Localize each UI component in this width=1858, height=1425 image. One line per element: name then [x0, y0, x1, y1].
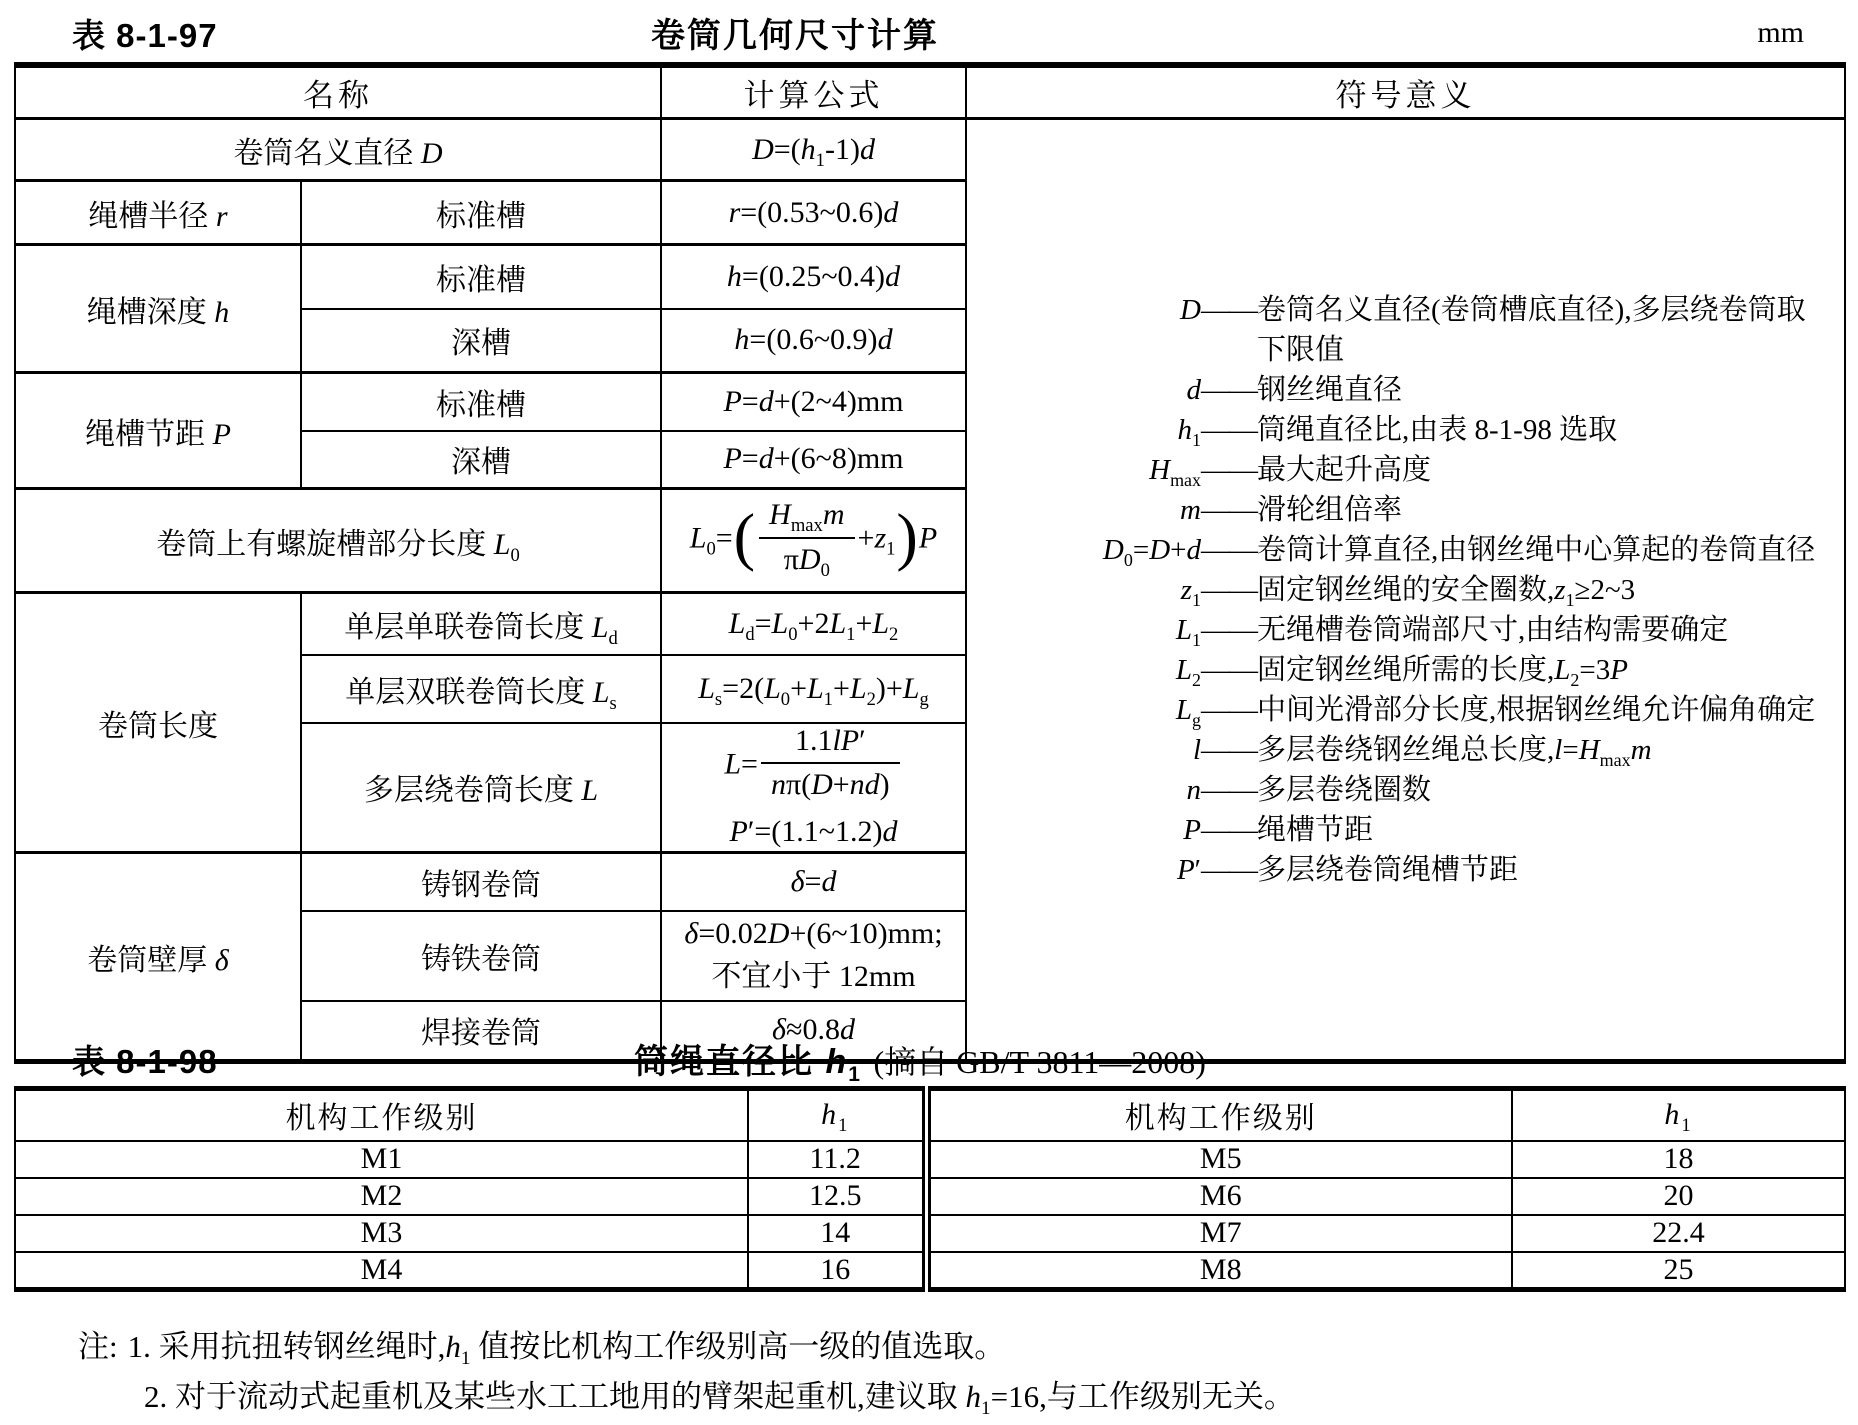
header-symbols: 符号意义	[966, 65, 1845, 119]
h1-ratio-table	[14, 1086, 1846, 1292]
formula-cell: δ=d	[661, 853, 966, 911]
table1-title: 卷筒几何尺寸计算	[651, 17, 939, 55]
duty-class-cell: M4	[15, 1252, 748, 1290]
symbol-entry: D —— 卷筒名义直径(卷筒槽底直径),多层绕卷筒取下限值	[1180, 293, 1806, 366]
duty-class-cell: M1	[15, 1141, 748, 1178]
symbol-entry: $L_1$ —— 无绳槽卷筒端部尺寸,由结构需要确定	[1175, 613, 1729, 650]
duty-class-cell: M5	[926, 1141, 1512, 1178]
footnote-1: 注: 1. 采用抗扭转钢丝绳时$,h_1$ 值按比机构工作级别高一级的值选取。	[78, 1329, 1006, 1370]
table-row	[15, 1178, 1845, 1215]
drum-type-cell: 铸钢卷筒	[301, 853, 661, 911]
name-cell: 卷筒名义直径 D	[15, 119, 661, 181]
header-duty-class-left: 机构工作级别	[15, 1089, 748, 1141]
formula-cell: $D=(h_1-1)d$	[661, 119, 966, 181]
duty-class-cell: M7	[926, 1215, 1512, 1252]
name-cell: 卷筒上有螺旋槽部分长度 $L_0$	[15, 489, 661, 593]
drum-geometry-table	[14, 62, 1846, 1064]
symbols-legend-cell	[966, 119, 1845, 1062]
groove-type-cell: 深槽	[301, 431, 661, 489]
duty-class-cell: M3	[15, 1215, 748, 1252]
symbol-entry: $H_{max}$ —— 最大起升高度	[1149, 453, 1432, 490]
drum-type-cell: 单层双联卷筒长度 $L_s$	[301, 655, 661, 723]
drum-type-cell: 单层单联卷筒长度 $L_d$	[301, 593, 661, 655]
symbol-entry: n —— 多层卷绕圈数	[1186, 773, 1432, 806]
drum-type-cell: 多层绕卷筒长度 L	[301, 723, 661, 853]
name-group-cell: 绳槽深度 h	[15, 245, 301, 373]
groove-type-cell: 标准槽	[301, 245, 661, 309]
name-group-cell: 卷筒壁厚 δ	[15, 853, 301, 1062]
formula-cell: r=(0.53~0.6)d	[661, 181, 966, 245]
table2-label: 表 8-1-98	[72, 1043, 218, 1080]
unit-label: mm	[1757, 16, 1804, 49]
formula-cell: $L_0=$( $\frac{H_{max}m}{\pi D_0}$ $+z_1)P$	[661, 489, 966, 593]
symbol-entry: $h_1$ —— 筒绳直径比,由表 8-1-98 选取	[1177, 413, 1618, 450]
formula-cell: L= $\frac{1.1lP'}{n\pi(D+nd)}$ P′=(1.1~1.2)d	[661, 723, 966, 853]
duty-class-cell: M2	[15, 1178, 748, 1215]
symbol-entry: l —— 多层卷绕钢丝绳总长度$,l=H_{max}m$	[1192, 733, 1652, 770]
symbol-entry: m —— 滑轮组倍率	[1180, 493, 1403, 526]
header-h1-right: $h_1$	[1512, 1089, 1845, 1141]
formula-cell: P=d+(2~4)mm	[661, 373, 966, 431]
header-name: 名称	[15, 65, 661, 119]
formula-cell: $L_d=L_0+2L_1+L_2$	[661, 593, 966, 655]
formula-cell: h=(0.6~0.9)d	[661, 309, 966, 373]
symbol-entry: $z_1$ —— 固定钢丝绳的安全圈数$,z_1\ge 2\sim 3$	[1180, 573, 1636, 610]
header-h1-left: $h_1$	[748, 1089, 926, 1141]
symbol-entry: $D_0=D+d$ —— 卷筒计算直径,由钢丝绳中心算起的卷筒直径	[1102, 533, 1816, 570]
formula-cell: δ=0.02D+(6~10)mm; 不宜小于 12mm	[661, 911, 966, 1001]
h1-value-cell: 22.4	[1512, 1215, 1845, 1252]
table1-label: 表 8-1-97	[72, 17, 218, 54]
symbol-entry: d —— 钢丝绳直径	[1186, 373, 1403, 406]
h1-value-cell: 12.5	[748, 1178, 926, 1215]
h1-value-cell: 25	[1512, 1252, 1845, 1290]
table2-title: 筒绳直径比 $h_1$ (摘自 GB/T 3811—2008)	[634, 1043, 1206, 1086]
table2-source: (摘自 GB/T 3811—2008)	[873, 1044, 1206, 1080]
footnote-label: 注:	[78, 1329, 118, 1364]
groove-type-cell: 深槽	[301, 309, 661, 373]
formula-cell: P=d+(6~8)mm	[661, 431, 966, 489]
h1-value-cell: 20	[1512, 1178, 1845, 1215]
formula-cell: $L_s=2(L_0+L_1+L_2)+L_g$	[661, 655, 966, 723]
name-group-cell: 卷筒长度	[15, 593, 301, 853]
table2-caption	[0, 1026, 1858, 1084]
symbol-entry: $L_2$ —— 固定钢丝绳所需的长度$,L_2=3P$	[1175, 653, 1628, 690]
h1-value-cell: 14	[748, 1215, 926, 1252]
table-row	[15, 1215, 1845, 1252]
table1-caption	[0, 0, 1858, 58]
symbol-entry: P —— 绳槽节距	[1183, 813, 1374, 846]
name-group-cell: 绳槽半径 r	[15, 181, 301, 245]
duty-class-cell: M8	[926, 1252, 1512, 1290]
name-group-cell: 绳槽节距 P	[15, 373, 301, 489]
footnote-2: 2. 对于流动式起重机及某些水工工地用的臂架起重机,建议取 $h_1=16$,与工作级别无关。	[144, 1379, 1295, 1420]
formula-cell: h=(0.25~0.4)d	[661, 245, 966, 309]
symbol-entry: $L_g$ —— 中间光滑部分长度,根据钢丝绳允许偏角确定	[1175, 693, 1816, 730]
header-duty-class-right: 机构工作级别	[926, 1089, 1512, 1141]
symbols-legend	[971, 280, 1840, 900]
table-row	[15, 1141, 1845, 1178]
symbol-entry: P′ —— 多层绕卷筒绳槽节距	[1176, 853, 1519, 886]
groove-type-cell: 标准槽	[301, 181, 661, 245]
header-formula: 计算公式	[661, 65, 966, 119]
duty-class-cell: M6	[926, 1178, 1512, 1215]
h1-value-cell: 16	[748, 1252, 926, 1290]
drum-type-cell: 铸铁卷筒	[301, 911, 661, 1001]
drum-type-cell: 焊接卷筒	[301, 1001, 661, 1062]
table-row	[15, 1252, 1845, 1290]
formula-cell: δ≈0.8d	[661, 1001, 966, 1062]
groove-type-cell: 标准槽	[301, 373, 661, 431]
h1-value-cell: 11.2	[748, 1141, 926, 1178]
h1-value-cell: 18	[1512, 1141, 1845, 1178]
footnotes	[78, 1322, 1295, 1422]
